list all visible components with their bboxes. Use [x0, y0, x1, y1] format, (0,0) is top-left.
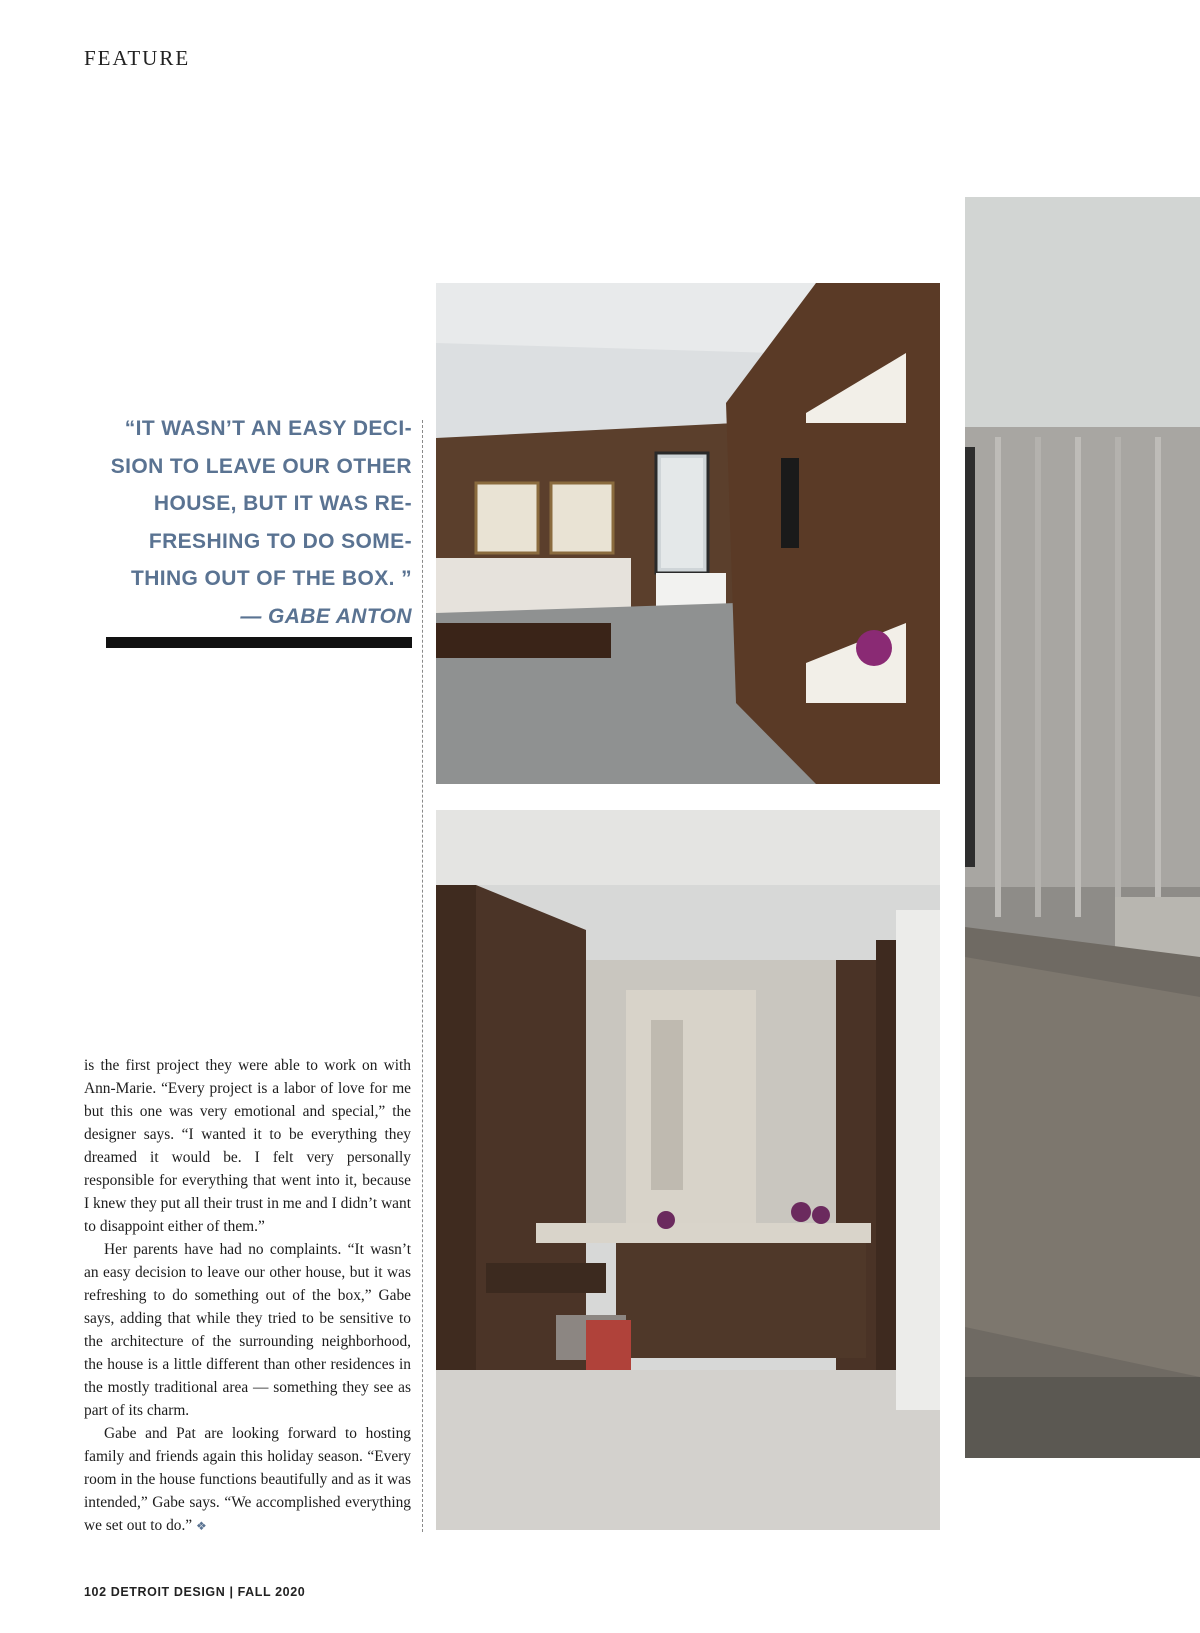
pull-quote-line: HOUSE, BUT IT WAS RE-	[153, 492, 412, 515]
body-paragraph: Her parents have had no complaints. “It wasn’t an easy decision to leave our other house, but it was refreshing to do something out of the box,” Gabe says, adding that while they tried to be sensitive to the architecture of the surrounding neighborhood, the house is a little different than other residences in the mostly traditional area — something they see as part of its charm.	[84, 1241, 411, 1419]
pull-quote-line: “IT WASN’T AN EASY DECI-	[124, 417, 412, 440]
body-paragraph-text: Gabe and Pat are looking forward to hosting family and friends again this holiday season. “Every room in the house functions beautifully and as it was intended,” Gabe says. “We accomplished everything we set out to do.”	[84, 1425, 411, 1534]
page-folio: 102 DETROIT DESIGN | FALL 2020	[84, 1585, 306, 1599]
section-label: FEATURE	[84, 46, 191, 70]
bedroom-photo	[965, 197, 1200, 1458]
pull-quote-line: FRESHING TO DO SOME-	[148, 529, 412, 553]
column-divider	[422, 420, 423, 1532]
pull-quote	[96, 410, 412, 635]
body-paragraph	[84, 1422, 411, 1538]
body-text	[84, 1054, 411, 1538]
pull-quote-line: SION TO LEAVE OUR OTHER	[110, 454, 412, 478]
pull-quote-rule	[106, 637, 412, 648]
end-mark-icon: ❖	[196, 1519, 207, 1533]
pull-quote-line: THING OUT OF THE BOX. ”	[130, 567, 412, 590]
pull-quote-attribution: — GABE ANTON	[240, 604, 412, 628]
body-paragraph: is the first project they were able to work on with Ann-Marie. “Every project is a labor of love for me but this one was very emotional and special,” the designer says. “I wanted it to be everything they dreamed it would be. I felt very personally responsible for everything that went into it, because I knew they put all their trust in me and I didn’t want to disappoint either of them.”	[84, 1057, 411, 1235]
vanity-photo	[436, 810, 940, 1530]
living-room-photo	[436, 283, 940, 784]
